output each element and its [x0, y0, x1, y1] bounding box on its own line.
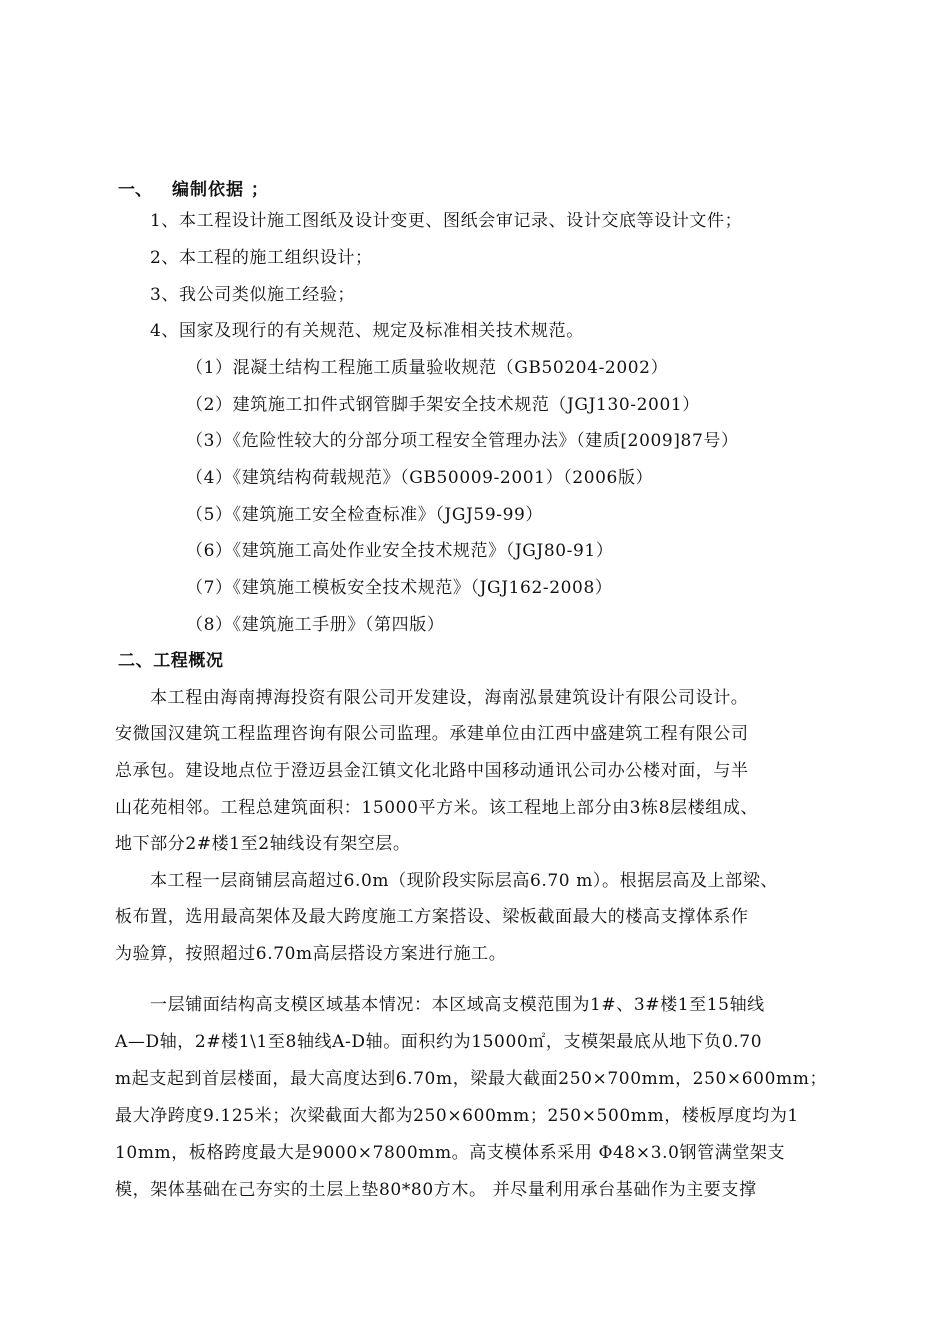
- overview-para1-line2: 安微国汉建筑工程监理咨询有限公司监理。承建单位由江西中盛建筑工程有限公司: [115, 724, 749, 744]
- standard-item-2: （2）建筑施工扣件式钢管脚手架安全技术规范（JGJ130-2001）: [186, 395, 700, 415]
- basis-item-3: 3、我公司类似施工经验；: [150, 285, 356, 305]
- section1-number: 一、: [118, 180, 152, 200]
- overview-para3-line5: 10mm，板格跨度最大是9000×7800mm。高支模体系采用 Φ48×3.0钢管满堂架支: [115, 1143, 786, 1163]
- overview-para3-line6: 模，架体基础在己夯实的土层上垫80*80方木。 并尽量利用承台基础作为主要支撑: [115, 1180, 757, 1200]
- standard-item-8: （8）《建筑施工手册》（第四版）: [186, 615, 445, 635]
- overview-para3-line4: 最大净跨度9.125米；次梁截面大都为250×600mm；250×500mm，楼板厚度均为1: [115, 1106, 799, 1126]
- standard-item-3: （3）《危险性较大的分部分项工程安全管理办法》（建质[2009]87号）: [186, 431, 739, 451]
- standard-item-1: （1）混凝土结构工程施工质量验收规范（GB50204-2002）: [186, 358, 669, 378]
- standard-item-6: （6）《建筑施工高处作业安全技术规范》（JGJ80-91）: [186, 541, 614, 561]
- overview-para3-line2: A—D轴，2#楼1\1至8轴线A-D轴。面积约为15000㎡，支模架最底从地下负0.70: [115, 1032, 763, 1052]
- basis-item-4: 4、国家及现行的有关规范、规定及标准相关技术规范。: [150, 321, 584, 341]
- overview-para3-line1: 一层铺面结构高支模区域基本情况：本区域高支模范围为1#、3#楼1至15轴线: [150, 995, 765, 1015]
- overview-para2-line3: 为验算，按照超过6.70m高层搭设方案进行施工。: [115, 944, 507, 964]
- standard-item-4: （4）《建筑结构荷载规范》（GB50009-2001）（2006版）: [186, 468, 654, 488]
- standard-item-5: （5）《建筑施工安全检查标准》（JGJ59-99）: [186, 505, 544, 525]
- standard-item-7: （7）《建筑施工模板安全技术规范》（JGJ162-2008）: [186, 578, 613, 598]
- overview-para2-line2: 板布置，选用最高架体及最大跨度施工方案搭设、梁板截面最大的楼高支撑体系作: [115, 907, 749, 927]
- basis-item-1: 1、本工程设计施工图纸及设计变更、图纸会审记录、设计交底等设计文件；: [150, 211, 743, 231]
- overview-para1-line4: 山花苑相邻。工程总建筑面积：15000平方米。该工程地上部分由3栋8层楼组成、: [115, 798, 759, 818]
- overview-para3-line3: m起支起到首层楼面，最大高度达到6.70m，梁最大截面250×700mm，250×600mm；: [115, 1069, 828, 1089]
- overview-para1-line5: 地下部分2#楼1至2轴线设有架空层。: [115, 834, 411, 854]
- basis-item-2: 2、本工程的施工组织设计；: [150, 248, 373, 268]
- section2-title: 二、工程概况: [118, 651, 224, 671]
- overview-para1-line1: 本工程由海南搏海投资有限公司开发建设，海南泓景建筑设计有限公司设计。: [150, 688, 749, 708]
- overview-para1-line3: 总承包。建设地点位于澄迈县金江镇文化北路中国移动通讯公司办公楼对面，与半: [115, 761, 749, 781]
- overview-para2-line1: 本工程一层商铺层高超过6.0m（现阶段实际层高6.70 m）。根据层高及上部梁、: [150, 871, 779, 891]
- section1-title: 编制依据 ；: [172, 180, 269, 200]
